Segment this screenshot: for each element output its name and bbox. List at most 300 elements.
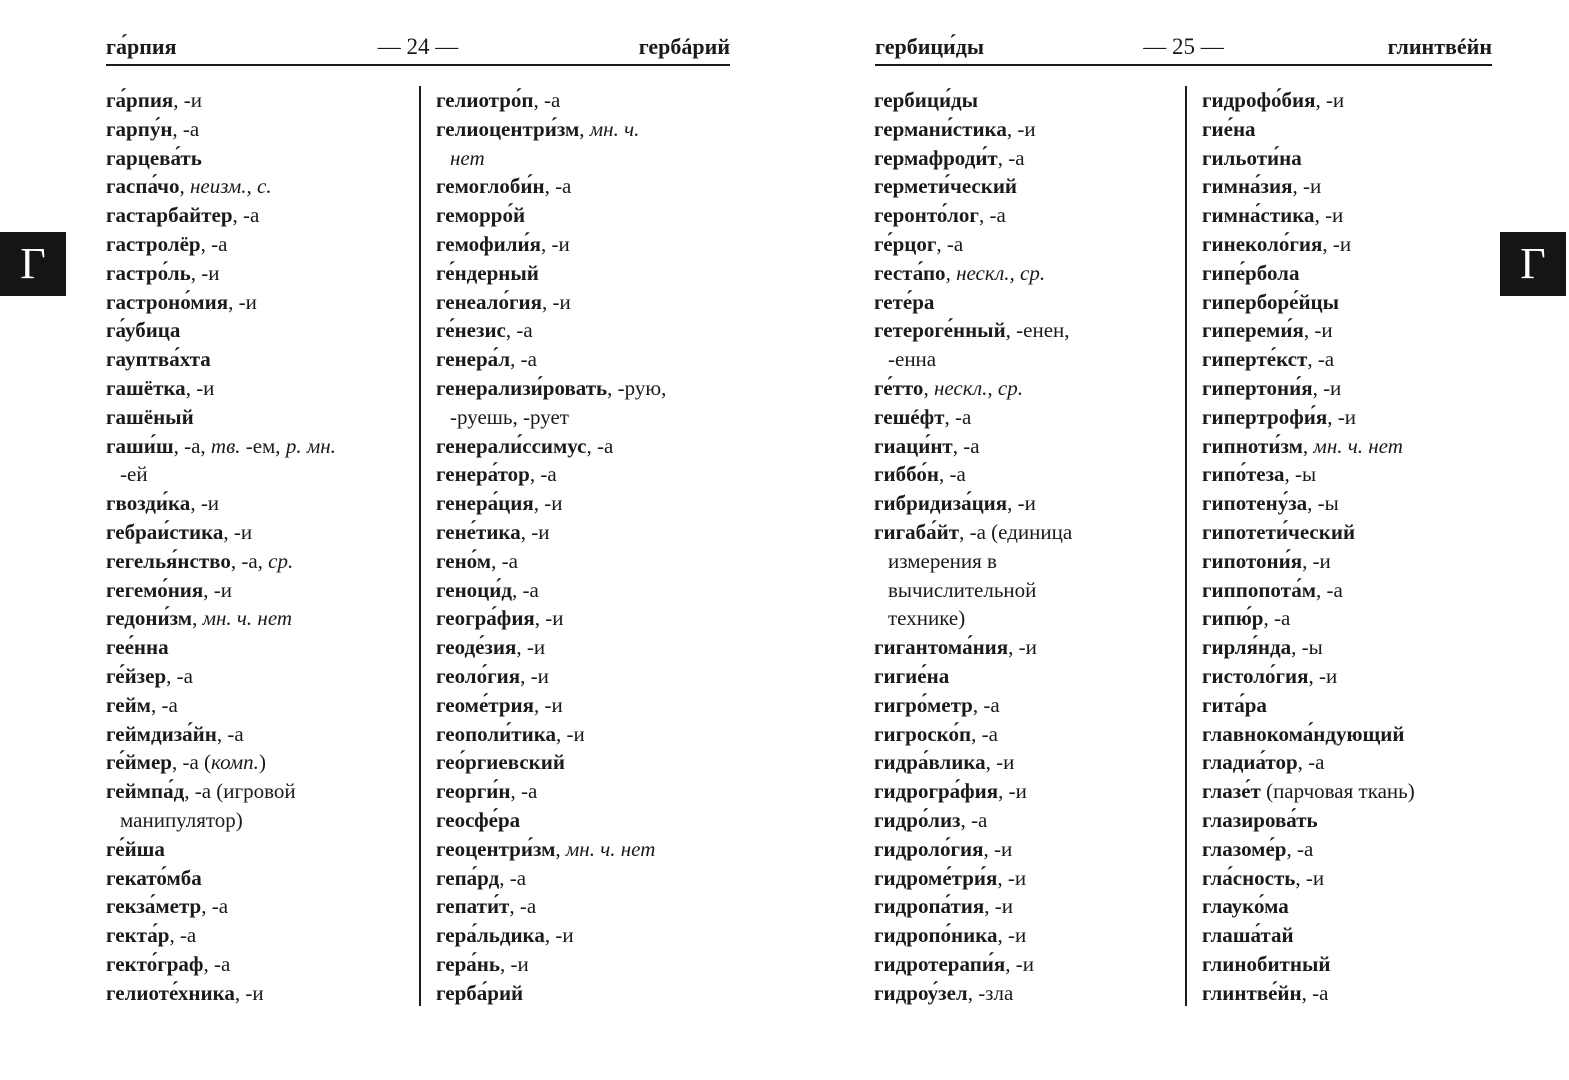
grammar-note: , -а (игровой [184, 779, 296, 804]
dictionary-entry [1202, 576, 1502, 605]
grammar-note: , [923, 375, 934, 400]
grammar-note: , -и [544, 923, 574, 948]
headword: гигро́метр [874, 692, 973, 717]
headword: гидротерапи́я [874, 951, 1006, 976]
dictionary-entry [874, 460, 1179, 489]
header-first-word: гербици́ды [875, 34, 985, 59]
grammar-note: , -и [516, 635, 546, 660]
dictionary-entry [1202, 691, 1502, 720]
headword: гигроско́п [874, 721, 972, 746]
entries-column-1 [106, 86, 411, 1008]
entry-continuation: измерения в [888, 548, 997, 573]
dictionary-entry [1202, 547, 1502, 576]
grammar-note: , -и [997, 865, 1027, 890]
dictionary-entry [436, 489, 736, 518]
grammar-note: , -и [234, 980, 264, 1005]
dictionary-entry [436, 86, 736, 115]
headword: гепати́т [436, 894, 510, 919]
headword: гаспа́чо [106, 174, 180, 199]
grammar-note: , -и [1303, 318, 1333, 343]
column-divider [419, 86, 421, 1006]
usage-label: мн. ч. [589, 116, 640, 141]
grammar-note: , -и [520, 519, 550, 544]
grammar-note: , -а [1263, 606, 1291, 631]
headword: гипо́теза [1202, 462, 1285, 487]
dictionary-entry [1202, 633, 1502, 662]
headword: га́убица [106, 318, 181, 343]
headword: геймдиза́йн [106, 721, 217, 746]
grammar-note: , -и [190, 260, 220, 285]
headword: гемофили́я [436, 231, 541, 256]
dictionary-entry [106, 979, 411, 1008]
usage-label: ср. [268, 548, 294, 573]
dictionary-entry [1202, 288, 1502, 317]
headword: гейм [106, 692, 151, 717]
grammar-note: , -а [971, 721, 998, 746]
dictionary-entry [436, 172, 736, 201]
headword: гее́нна [106, 635, 169, 660]
grammar-note: , -а [169, 923, 197, 948]
headword: гекато́мба [106, 865, 202, 890]
dictionary-entry [436, 604, 736, 633]
dictionary-entry [436, 547, 736, 576]
dictionary-entry [874, 633, 1179, 662]
grammar-note: , -и [190, 491, 220, 516]
dictionary-entry [874, 748, 1179, 777]
grammar-note: , -и [1008, 635, 1037, 660]
entry-continuation: -ей [120, 462, 148, 487]
dictionary-entry [874, 288, 1179, 317]
dictionary-entry [1202, 806, 1502, 835]
headword: гигие́на [874, 663, 950, 688]
grammar-note: , -а [1316, 577, 1343, 602]
page-number: — 24 — [377, 34, 459, 59]
dictionary-entry [106, 864, 411, 893]
headword: гипю́р [1202, 606, 1264, 631]
grammar-note: , -а [938, 462, 966, 487]
headword: ге́ндерный [436, 260, 539, 285]
headword: гирля́нда [1202, 635, 1292, 660]
headword: гидропо́ника [874, 923, 998, 948]
dictionary-entry [1202, 230, 1502, 259]
headword: гладиа́тор [1202, 750, 1298, 775]
headword: геноци́д [436, 577, 513, 602]
dictionary-entry [1202, 892, 1502, 921]
dictionary-entry [874, 518, 1179, 633]
dictionary-entry [106, 172, 411, 201]
letter-thumb-tab: Г [0, 232, 66, 296]
grammar-note: , -рую, [607, 375, 667, 400]
headword: гео́ргиевский [436, 750, 565, 775]
dictionary-entry [874, 432, 1179, 461]
dictionary-entry [1202, 259, 1502, 288]
grammar-note: , -и [1327, 404, 1356, 429]
dictionary-entry [436, 432, 736, 461]
headword: гебраи́стика [106, 519, 224, 544]
headword: германи́стика [874, 116, 1007, 141]
dictionary-entry [1202, 748, 1502, 777]
grammar-note: , -а [166, 663, 193, 688]
headword: гарпу́н [106, 116, 173, 141]
headword: гашётка [106, 375, 186, 400]
grammar-note: , [579, 116, 590, 141]
grammar-note: , -и [998, 779, 1027, 804]
grammar-note: , -и [499, 951, 529, 976]
grammar-note: , -а [997, 145, 1025, 170]
grammar-note: , -и [185, 375, 215, 400]
headword: гекта́р [106, 923, 170, 948]
headword: гауптва́хта [106, 347, 211, 372]
usage-label: мн. ч. нет [1313, 433, 1403, 458]
headword: ге́йзер [106, 663, 167, 688]
dictionary-entry [106, 662, 411, 691]
grammar-note: , -а [1286, 836, 1314, 861]
headword: гипноти́зм [1202, 433, 1303, 458]
grammar-note: , -а (единица [959, 519, 1073, 544]
left-page [0, 0, 784, 1080]
headword: глаша́тай [1202, 923, 1294, 948]
grammar-note: , [192, 606, 203, 631]
dictionary-entry [1202, 144, 1502, 173]
headword: геоло́гия [436, 663, 521, 688]
headword: геоме́трия [436, 692, 535, 717]
dictionary-entry [436, 950, 736, 979]
grammar-note: , -а [150, 692, 178, 717]
entry-continuation: -руешь, -рует [450, 404, 569, 429]
headword: гинеколо́гия [1202, 231, 1323, 256]
headword: гиперте́кст [1202, 347, 1308, 372]
dictionary-entry [874, 374, 1179, 403]
dictionary-entry [106, 230, 411, 259]
grammar-note: , -а [544, 174, 572, 199]
usage-label: мн. ч. нет [202, 606, 293, 631]
headword: гиперборе́йцы [1202, 289, 1340, 314]
headword: геоцентри́зм [436, 836, 556, 861]
headword: георги́н [436, 779, 511, 804]
grammar-note: , -и [1007, 491, 1036, 516]
headword: глазирова́ть [1202, 807, 1318, 832]
dictionary-entry [436, 892, 736, 921]
headword: гастроно́мия [106, 289, 229, 314]
headword: гие́на [1202, 116, 1256, 141]
grammar-note: , -а [232, 203, 260, 228]
dictionary-entry [436, 720, 736, 749]
grammar-note: , -а [1297, 750, 1325, 775]
headword: гелиотро́п [436, 88, 534, 112]
headword: гимна́стика [1202, 203, 1315, 228]
dictionary-entry [1202, 172, 1502, 201]
headword: гаши́ш [106, 433, 174, 458]
dictionary-entry [1202, 777, 1502, 806]
headword: гидроло́гия [874, 836, 984, 861]
grammar-note: , -и [1292, 174, 1322, 199]
dictionary-entry [436, 835, 736, 864]
dictionary-entry [436, 806, 736, 835]
usage-label: комп. [211, 750, 259, 775]
headword: гастролёр [106, 231, 201, 256]
headword: гелиоцентри́зм [436, 116, 580, 141]
grammar-note: , -и [173, 88, 203, 112]
headword: гипотети́ческий [1202, 519, 1356, 544]
dictionary-entry [436, 230, 736, 259]
dictionary-entry [1202, 835, 1502, 864]
dictionary-entry [106, 576, 411, 605]
dictionary-entry [436, 777, 736, 806]
dictionary-entry [106, 518, 411, 547]
headword: гипе́рбола [1202, 260, 1300, 285]
grammar-note: , -и [228, 289, 257, 314]
headword: гита́ра [1202, 692, 1267, 717]
headword: гера́льдика [436, 923, 545, 948]
headword: гидроу́зел [874, 980, 968, 1005]
dictionary-entry [436, 374, 736, 432]
headword: гла́сность [1202, 865, 1296, 890]
headword: герба́рий [436, 980, 524, 1005]
grammar-note: , -а [216, 721, 244, 746]
dictionary-entry [106, 403, 411, 432]
grammar-note: , -ы [1284, 462, 1317, 487]
dictionary-entry [106, 835, 411, 864]
entry-continuation: технике) [888, 606, 966, 631]
entry-continuation: нет [450, 145, 485, 170]
dictionary-entry [1202, 489, 1502, 518]
grammar-note: , -а [201, 894, 229, 919]
headword: гиаци́нт [874, 433, 953, 458]
headword: гекза́метр [106, 894, 202, 919]
dictionary-entry [1202, 86, 1502, 115]
headword: гипереми́я [1202, 318, 1304, 343]
headword: генеало́гия [436, 289, 542, 314]
grammar-note: , -енен, [1005, 318, 1070, 343]
headword: ге́ймер [106, 750, 172, 775]
grammar-note: , -а [200, 231, 228, 256]
dictionary-entry [106, 748, 411, 777]
dictionary-entry [874, 316, 1179, 374]
headword: гигаба́йт [874, 519, 960, 544]
dictionary-entry [874, 864, 1179, 893]
grammar-note: , -и [520, 663, 549, 688]
dictionary-entry [1202, 316, 1502, 345]
headword: генерализи́ровать [436, 375, 608, 400]
grammar-note: , -а [960, 807, 988, 832]
dictionary-entry [106, 316, 411, 345]
dictionary-entry [874, 720, 1179, 749]
dictionary-entry [874, 259, 1179, 288]
grammar-note: , -и [983, 836, 1013, 861]
page-header [106, 30, 730, 66]
dictionary-entry [436, 748, 736, 777]
grammar-note: , -а [1301, 980, 1329, 1005]
dictionary-entry [874, 921, 1179, 950]
dictionary-entry [1202, 115, 1502, 144]
dictionary-entry [1202, 921, 1502, 950]
entries-column-1 [874, 86, 1179, 1008]
dictionary-entry [106, 201, 411, 230]
dictionary-entry [436, 662, 736, 691]
headword: геронто́лог [874, 203, 979, 228]
dictionary-entry [436, 518, 736, 547]
grammar-note: , -и [1295, 865, 1325, 890]
headword: гашёный [106, 404, 194, 429]
headword: глазе́т [1202, 779, 1261, 804]
grammar-note: , -и [555, 721, 585, 746]
dictionary-entry [874, 201, 1179, 230]
grammar-note: , -а [509, 894, 537, 919]
entry-continuation: -енна [888, 347, 937, 372]
dictionary-entry [106, 115, 411, 144]
entry-continuation: манипулятор) [120, 807, 243, 832]
headword: гидра́влика [874, 750, 986, 775]
headword: гидропа́тия [874, 894, 985, 919]
dictionary-entry [1202, 864, 1502, 893]
headword: гетероге́нный [874, 318, 1006, 343]
dictionary-entry [106, 921, 411, 950]
usage-label: нескл., ср. [956, 260, 1046, 285]
grammar-note: , -и [1312, 375, 1342, 400]
dictionary-entry [874, 115, 1179, 144]
grammar-note: , -и [540, 231, 570, 256]
headword: ге́йша [106, 836, 165, 861]
page-header [875, 30, 1492, 66]
headword: гепа́рд [436, 865, 500, 890]
dictionary-entry [874, 892, 1179, 921]
grammar-note: , -и [1314, 203, 1344, 228]
grammar-note: , -а [952, 433, 980, 458]
headword: генера́л [436, 347, 511, 372]
headword: гешéфт [874, 404, 945, 429]
grammar-note: , -и [203, 577, 232, 602]
headword: глинтве́йн [1202, 980, 1302, 1005]
dictionary-entry [874, 86, 1179, 115]
headword: гермафроди́т [874, 145, 998, 170]
entries-column-2 [436, 86, 736, 1008]
grammar-note: , -и [997, 923, 1027, 948]
column-divider [1185, 86, 1187, 1006]
grammar-note: , -а [510, 779, 538, 804]
headword: гегелья́нство [106, 548, 231, 573]
headword: гистоло́гия [1202, 663, 1309, 688]
usage-label: неизм., с. [189, 174, 272, 199]
dictionary-entry [106, 489, 411, 518]
grammar-note: , -а [491, 548, 518, 573]
page-number: — 25 — [1143, 34, 1224, 59]
letter-thumb-tab: Г [1500, 232, 1566, 296]
dictionary-entry [436, 460, 736, 489]
grammar-note: , -а [978, 203, 1006, 228]
headword: гидрофо́бия [1202, 88, 1316, 112]
dictionary-entry [1202, 662, 1502, 691]
dictionary-entry [1202, 604, 1502, 633]
grammar-note: , -а [172, 116, 200, 141]
dictionary-entry [106, 288, 411, 317]
headword: гипертони́я [1202, 375, 1313, 400]
right-page [784, 0, 1569, 1080]
dictionary-entry [436, 288, 736, 317]
grammar-note: , -и [1322, 231, 1352, 256]
headword: гидро́лиз [874, 807, 961, 832]
grammar-note: , -зла [967, 980, 1014, 1005]
headword: гастарбайтер [106, 203, 233, 228]
dictionary-entry [436, 979, 736, 1008]
grammar-note: , -а [529, 462, 557, 487]
headword: ге́рцог [874, 231, 937, 256]
grammar-note: , -а [586, 433, 614, 458]
headword: гиббо́н [874, 462, 939, 487]
grammar-note: , -а [533, 88, 561, 112]
headword: генера́ция [436, 491, 534, 516]
headword: гегемо́ния [106, 577, 204, 602]
grammar-note: , -ы [1291, 635, 1323, 660]
grammar-note: , [179, 174, 190, 199]
dictionary-entry [436, 864, 736, 893]
headword: глинобитный [1202, 951, 1331, 976]
dictionary-entry [106, 777, 411, 835]
grammar-note: , [1302, 433, 1314, 458]
headword: гедони́зм [106, 606, 193, 631]
headword: гермети́ческий [874, 174, 1018, 199]
headword: геймпа́д [106, 779, 185, 804]
headword: главнокома́ндующий [1202, 721, 1405, 746]
headword: генерали́ссимус [436, 433, 587, 458]
dictionary-entry [874, 172, 1179, 201]
header-first-word: га́рпия [106, 34, 177, 59]
dictionary-entry [106, 432, 411, 490]
grammar-note: , -а [1307, 347, 1335, 372]
dictionary-entry [874, 691, 1179, 720]
grammar-note: , -и [1302, 548, 1331, 573]
headword: гипотену́за [1202, 491, 1308, 516]
headword: глауко́ма [1202, 894, 1289, 919]
dictionary-entry [436, 259, 736, 288]
grammar-note: , -а [512, 577, 539, 602]
usage-label: тв. [210, 433, 241, 458]
headword: гимна́зия [1202, 174, 1293, 199]
dictionary-entry [874, 403, 1179, 432]
dictionary-entry [1202, 518, 1502, 547]
headword: гастро́ль [106, 260, 191, 285]
dictionary-entry [874, 835, 1179, 864]
dictionary-entry [106, 892, 411, 921]
dictionary-entry [874, 777, 1179, 806]
headword: гибридиза́ция [874, 491, 1008, 516]
grammar-note: , -и [1308, 663, 1338, 688]
grammar-note: ) [258, 750, 266, 775]
grammar-note: , -ы [1307, 491, 1339, 516]
headword: гекто́граф [106, 951, 204, 976]
grammar-note: , -а [499, 865, 527, 890]
dictionary-entry [1202, 374, 1502, 403]
entry-continuation: вычислительной [888, 577, 1037, 602]
usage-label: р. мн. [285, 433, 336, 458]
headword: геогра́фия [436, 606, 535, 631]
headword: генера́тор [436, 462, 530, 487]
dictionary-entry [106, 144, 411, 173]
headword: гете́ра [874, 289, 935, 314]
dictionary-entry [1202, 950, 1502, 979]
dictionary-entry [1202, 403, 1502, 432]
dictionary-entry [874, 144, 1179, 173]
headword: геоде́зия [436, 635, 517, 660]
grammar-note: , -а [972, 692, 1000, 717]
headword: геста́по [874, 260, 946, 285]
headword: ге́тто [874, 375, 924, 400]
grammar-note: , -и [533, 491, 563, 516]
grammar-note: -ем, [240, 433, 286, 458]
grammar-note: , [555, 836, 566, 861]
grammar-note: , -а, [173, 433, 211, 458]
headword: глазоме́р [1202, 836, 1287, 861]
headword: ге́незис [436, 318, 506, 343]
